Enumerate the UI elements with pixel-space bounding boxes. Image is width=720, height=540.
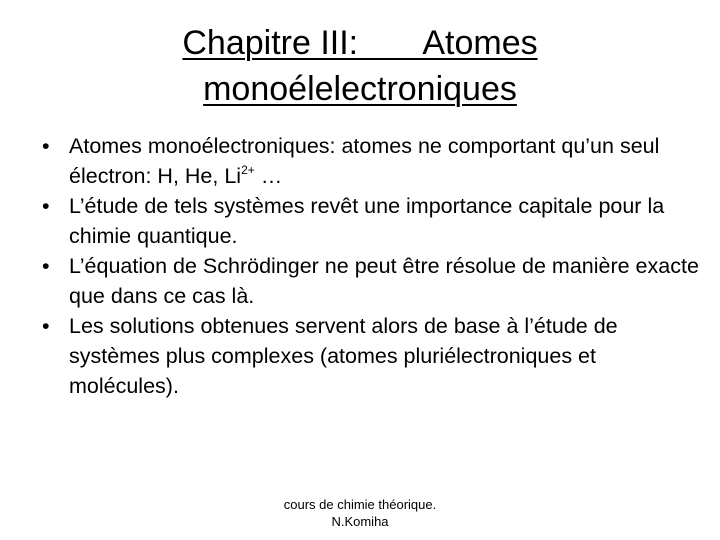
bullet-suffix-1: … [254,164,283,188]
bullet-text-3: L’équation de Schrödinger ne peut être résolue de manière exacte que dans ce cas là. [69,254,699,308]
bullet-dot-icon: • [42,314,50,338]
bullet-item-3 [42,251,702,311]
bullet-list [42,131,702,401]
slide-title-line-1: Chapitre III: Atomes [182,24,538,62]
bullet-item-2 [42,191,702,251]
bullet-item-4 [42,311,702,401]
slide-title [0,20,720,112]
footer-course-name: cours de chimie théorique. [283,497,437,512]
slide-footer [250,496,470,530]
bullet-text-2: L’étude de tels systèmes revêt une importance capitale pour la chimie quantique. [69,194,665,248]
bullet-dot-icon: • [42,134,50,158]
bullet-dot-icon: • [42,254,50,278]
bullet-text-4: Les solutions obtenues servent alors de base à l’étude de systèmes plus complexes (atomes pluriélectroniques et molécules). [69,314,618,398]
bullet-item-1 [42,131,702,191]
slide-title-line-2: monoélelectroniques [203,70,517,108]
superscript-charge: 2+ [241,163,255,177]
bullet-text-1: Atomes monoélectroniques: atomes ne comportant qu’un seul électron: H, He, Li [69,134,660,188]
bullet-dot-icon: • [42,194,50,218]
footer-author: N.Komiha [331,514,389,529]
